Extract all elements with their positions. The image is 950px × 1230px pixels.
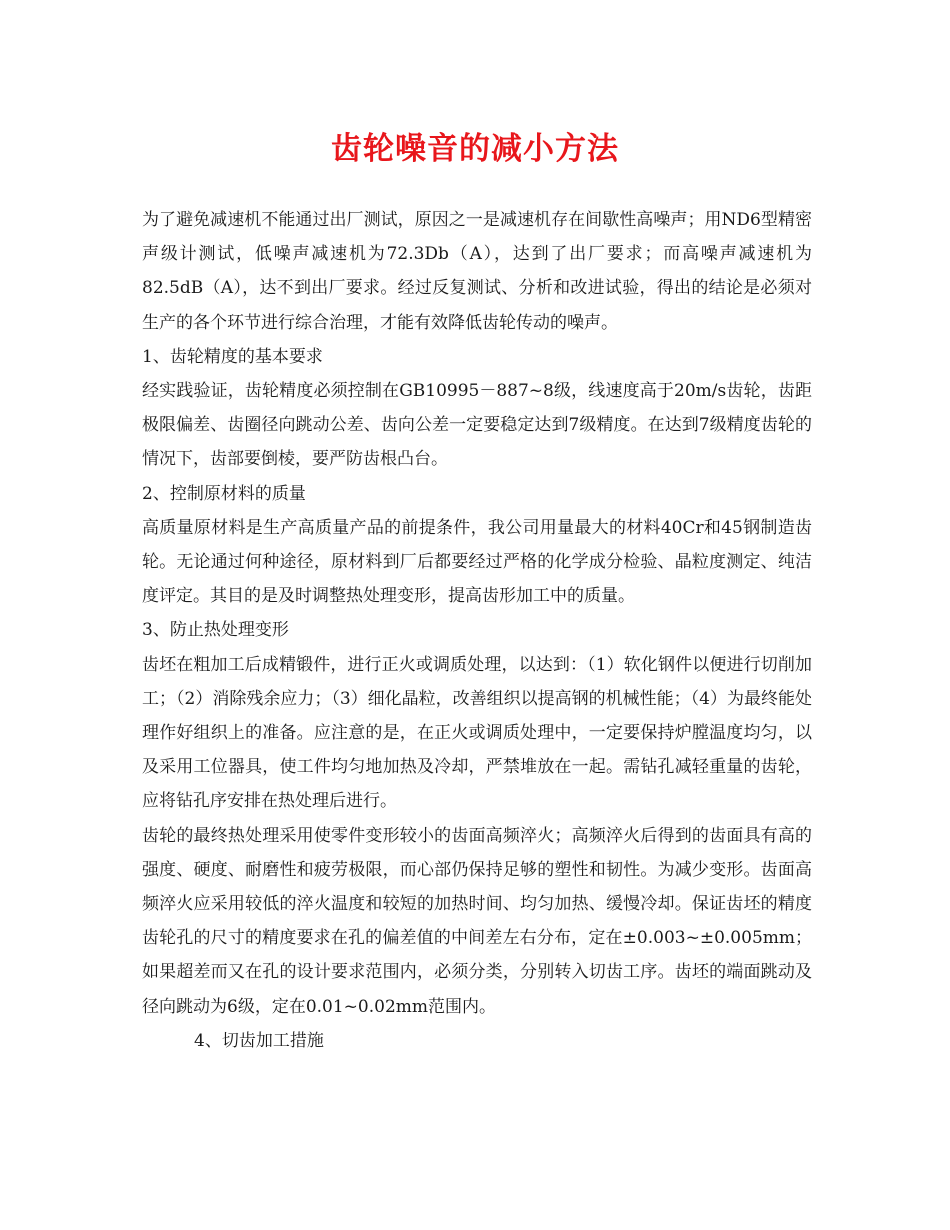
- document-body: [142, 203, 812, 1058]
- paragraph-gear-precision: 经实践验证，齿轮精度必须控制在GB10995－887~8级，线速度高于20m/s齿轮，齿距极限偏差、齿圈径向跳动公差、齿向公差一定要稳定达到7级精度。在达到7级精度齿轮的情况下，齿部要倒棱，要严防齿根凸台。: [142, 381, 812, 470]
- section-heading-3: 3、防止热处理变形: [142, 620, 289, 641]
- section-heading-4: 4、切齿加工措施: [194, 1030, 324, 1051]
- paragraph-intro: 为了避免减速机不能通过出厂测试，原因之一是减速机存在间歇性高噪声；用ND6型精密声级计测试，低噪声减速机为72.3Db（A），达到了出厂要求；而高噪声减速机为82.5dB（A），达不到出厂要求。经过反复测试、分析和改进试验，得出的结论是必须对生产的各个环节进行综合治理，才能有效降低齿轮传动的噪声。: [142, 210, 812, 333]
- section-heading-2: 2、控制原材料的质量: [142, 483, 306, 504]
- section-heading-1: 1、齿轮精度的基本要求: [142, 346, 323, 367]
- document-title: 齿轮噪音的减小方法: [331, 131, 619, 167]
- paragraph-final-heat-treatment: 齿轮的最终热处理采用使零件变形较小的齿面高频淬火；高频淬火后得到的齿面具有高的强度、硬度、耐磨性和疲劳极限，而心部仍保持足够的塑性和韧性。为减少变形。齿面高频淬火应采用较低的淬火温度和较短的加热时间、均匀加热、缓慢冷却。保证齿坯的精度齿轮孔的尺寸的精度要求在孔的偏差值的中间差左右分布，定在±0.003~±0.005mm；如果超差而又在孔的设计要求范围内，必须分类，分别转入切齿工序。齿坯的端面跳动及径向跳动为6级，定在0.01~0.02mm范围内。: [142, 825, 812, 1017]
- paragraph-heat-treatment: 齿坯在粗加工后成精锻件，进行正火或调质处理，以达到：（1）软化钢件以便进行切削加工；（2）消除残余应力；（3）细化晶粒，改善组织以提高钢的机械性能；（4）为最终能处理作好组织上的准备。应注意的是，在正火或调质处理中，一定要保持炉膛温度均匀，以及采用工位器具，使工件均匀地加热及冷却，严禁堆放在一起。需钻孔减轻重量的齿轮，应将钻孔序安排在热处理后进行。: [142, 654, 812, 812]
- paragraph-raw-material: 高质量原材料是生产高质量产品的前提条件，我公司用量最大的材料40Cr和45钢制造齿轮。无论通过何种途径，原材料到厂后都要经过严格的化学成分检验、晶粒度测定、纯洁度评定。其目的是及时调整热处理变形，提高齿形加工中的质量。: [142, 517, 812, 607]
